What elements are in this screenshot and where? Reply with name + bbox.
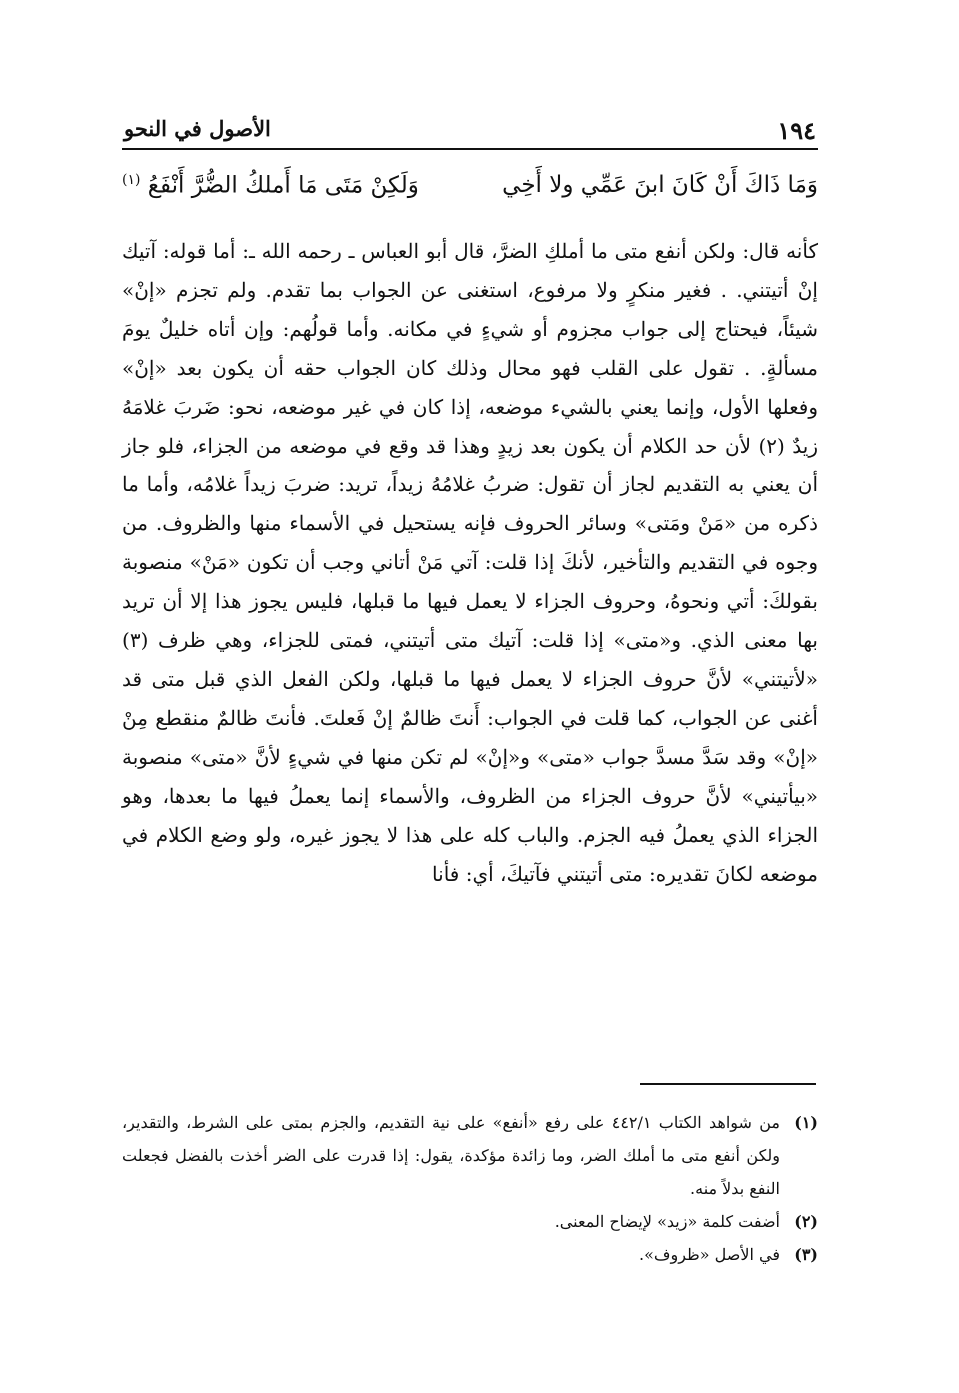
verse-second-hemistich-text: وَلَكِنْ مَتَى مَا أَملكُ الضُّرَّ أَنْفَعُ: [147, 172, 419, 199]
page-number: ١٩٤: [777, 116, 816, 145]
verse-first-hemistich: وَمَا ذَاكَ أَنْ كَانَ ابنَ عَمِّي ولا أَخِي: [502, 172, 818, 198]
body-paragraph: كأنه قال: ولكن أنفع متى ما أملكِ الضرَّ، قال أبو العباس ـ رحمه الله ـ: أما قوله: آتيك إنْ أتيتني. . فغير منكرٍ ولا مرفوع، استغنى عن الجواب بما تقدم. ولم تجزم «إنْ» شيئاً، فيحتاج إلى جواب مجزوم أو شيءٍ في مكانه. وأما قولُهم: وإن أتاه خليلٌ يومَ مسألةٍ. . تقول على القلب فهو محال وذلك كان الجواب حقه أن يكون بعد «إنْ» وفعلها الأول، وإنما يعني بالشيء موضعه، إذا كان في غير موضعه، نحو: ضَربَ غلامَهُ زيدٌ (٢) لأن حد الكلام أن يكون بعد زيدٍ وهذا قد وقع في موضعه من الجزاء، فلو جاز أن يعني به التقديم لجاز أن تقول: ضربُ غلامُهُ زيداً، تريد: ضربَ زيداً غلامُه، وأما ما ذكره من «مَنْ ومَتى» وسائر الحروف فإنه يستحيل في الأسماء منها والظروف. من وجوه في التقديم والتأخير، لأنكَ إذا قلت: آتي مَنْ أتاني وجب أن تكون «مَنْ» منصوبة بقولكَ: أتي ونحوهُ، وحروف الجزاء لا يعمل فيها ما قبلها، فليس يجوز هذا إلا أن تريد بها معنى الذي. و«متى» إذا قلت: آتيك متى أتيتني، فمتى للجزاء، وهي ظرف (٣) «لأتيتني» لأنَّ حروف الجزاء لا يعمل فيها ما قبلها، ولكن الفعل الذي قبل متى قد أغنى عن الجواب، كما قلت في الجواب: أَنتَ ظالمٌ إنْ فَعلتَ. فأنتَ ظالمٌ منقطع مِنْ «إنْ» وقد سَدَّ مسدَّ جواب «متى» و«إنْ» لم تكن منها في شيءٍ لأنَّ «متى» منصوبة «بيأتيني» لأنَّ حروف الجزاء من الظروف، والأسماء إنما يعملُ فيها ما بعدها، وهو الجزاء الذي يعملُ فيه الجزم. والباب كله على هذا لا يجوز غيره، ولو وضع الكلام في موضعه لكانَ تقديره: متى أتيتني فآتيكَ، أي: فأنا: [122, 239, 819, 886]
poetry-verse: [122, 166, 818, 210]
footnote-text: من شواهد الكتاب ٤٤٢/١ على رفع «أنفع» على نية التقديم، والجزم بمتى على الشرط، والتقدير، ولكن أنفع متى ما أملك الضر، وما زائدة مؤكدة، يقول: إذا قدرت على الضر أخذت بالفضل فجعلت النفع بدلاً منه.: [122, 1113, 780, 1198]
footnote-text: أضفت كلمة «زيد» لإيضاح المعنى.: [554, 1212, 780, 1231]
footnote-separator: [640, 1083, 816, 1085]
footnote-number: (٢): [794, 1212, 818, 1231]
footnote-marker-1: (١): [122, 172, 141, 188]
footnote-3: [122, 1238, 818, 1271]
footnote-text: في الأصل «ظروف».: [639, 1245, 780, 1264]
main-body-text: [122, 232, 818, 893]
verse-second-hemistich: [122, 172, 419, 199]
footnote-1: [122, 1106, 818, 1205]
footnote-2: [122, 1205, 818, 1238]
running-title: الأصول في النحو: [124, 116, 271, 141]
footnote-number: (٣): [794, 1245, 818, 1264]
footnotes-section: [122, 1106, 818, 1271]
page-header: [122, 112, 818, 150]
footnote-number: (١): [794, 1113, 818, 1132]
